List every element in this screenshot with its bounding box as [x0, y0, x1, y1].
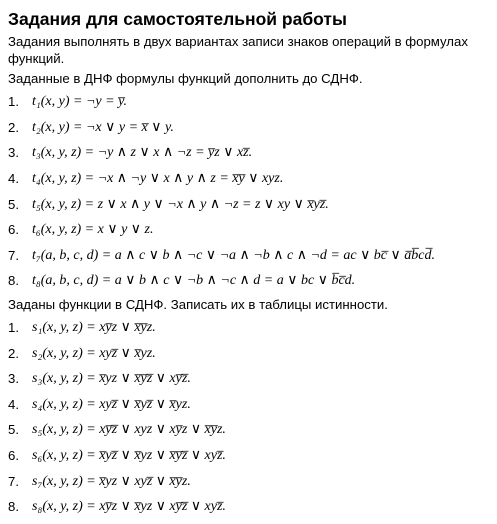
item-number: 6.: [8, 448, 19, 464]
item-formula: s₆(x, y, z) = x̅yz̅ ∨ x̅yz ∨ x̅y̅z̅ ∨ xyz̅.: [32, 448, 226, 464]
list-item: [8, 217, 491, 243]
list-item: [8, 191, 491, 217]
item-formula: t₇(a, b, c, d) = a ∧ c ∨ b ∧ ¬c ∨ ¬a ∧ ¬b ∧ c ∧ ¬d = ac ∨ bc̅ ∨ a̅b̅cd̅.: [32, 247, 435, 263]
item-number: 1.: [8, 94, 19, 110]
item-formula: t₄(x, y, z) = ¬x ∧ ¬y ∨ x ∧ y ∧ z = x̅y̅ ∨ xyz.: [32, 171, 284, 187]
item-number: 5.: [8, 196, 19, 212]
item-number: 4.: [8, 396, 19, 412]
item-number: 5.: [8, 422, 19, 438]
item-formula: s₁(x, y, z) = xy̅z ∨ x̅y̅z.: [32, 320, 156, 336]
item-formula: s₇(x, y, z) = x̅yz ∨ xyz̅ ∨ x̅y̅z.: [32, 473, 191, 489]
item-number: 4.: [8, 171, 19, 187]
list-item: [8, 494, 491, 520]
section2-heading: Заданы функции в СДНФ. Записать их в таблицы истинности.: [8, 296, 388, 312]
list-item: [8, 268, 491, 294]
item-formula: s₄(x, y, z) = xyz̅ ∨ x̅yz̅ ∨ x̅yz.: [32, 396, 191, 412]
item-number: 8.: [8, 273, 19, 289]
list-item: [8, 340, 491, 366]
item-number: 1.: [8, 320, 19, 336]
item-number: 3.: [8, 145, 19, 161]
item-formula: t₁(x, y) = ¬y = y̅.: [32, 93, 128, 109]
item-number: 7.: [8, 473, 19, 489]
list-item: [8, 243, 491, 269]
list-item: [8, 315, 491, 341]
item-formula: s₃(x, y, z) = x̅yz ∨ x̅y̅z̅ ∨ xy̅z̅.: [32, 371, 191, 387]
list-item: [8, 366, 491, 392]
item-formula: t₆(x, y, z) = x ∨ y ∨ z.: [32, 222, 154, 238]
list-item: [8, 392, 491, 418]
item-formula: t₅(x, y, z) = z ∨ x ∧ y ∨ ¬x ∧ y ∧ ¬z = z ∨ xy ∨ x̅yz̅.: [32, 196, 329, 212]
item-number: 3.: [8, 371, 19, 387]
list-item: [8, 140, 491, 166]
item-formula: t₈(a, b, c, d) = a ∨ b ∧ c ∨ ¬b ∧ ¬c ∧ d = a ∨ bc ∨ b̅c̅d.: [32, 273, 356, 289]
item-number: 2.: [8, 345, 19, 361]
item-formula: s₅(x, y, z) = xy̅z̅ ∨ xyz ∨ xy̅z ∨ x̅y̅z.: [32, 422, 226, 438]
item-number: 8.: [8, 499, 19, 515]
section1-heading: Заданные в ДНФ формулы функций дополнить до СДНФ.: [8, 71, 363, 86]
item-number: 2.: [8, 119, 19, 135]
list-item: [8, 115, 491, 141]
intro-text: Задания выполнять в двух вариантах записи знаков операций в формулах функций.: [8, 34, 468, 66]
item-formula: s₈(x, y, z) = xy̅z ∨ x̅yz ∨ xy̅z̅ ∨ xyz̅.: [32, 499, 226, 515]
section2-task-list: [8, 315, 491, 520]
list-item: [8, 468, 491, 494]
list-item: [8, 443, 491, 469]
item-formula: t₂(x, y) = ¬x ∨ y = x̅ ∨ y.: [32, 119, 174, 135]
page-title: Задания для самостоятельной работы: [8, 9, 347, 29]
item-number: 7.: [8, 247, 19, 263]
list-item: [8, 166, 491, 192]
list-item: [8, 89, 491, 115]
item-formula: s₂(x, y, z) = xyz̅ ∨ x̅yz.: [32, 345, 156, 361]
list-item: [8, 417, 491, 443]
item-formula: t₃(x, y, z) = ¬y ∧ z ∨ x ∧ ¬z = y̅z ∨ xz̅.: [32, 145, 253, 161]
section1-task-list: [8, 89, 491, 294]
item-number: 6.: [8, 222, 19, 238]
